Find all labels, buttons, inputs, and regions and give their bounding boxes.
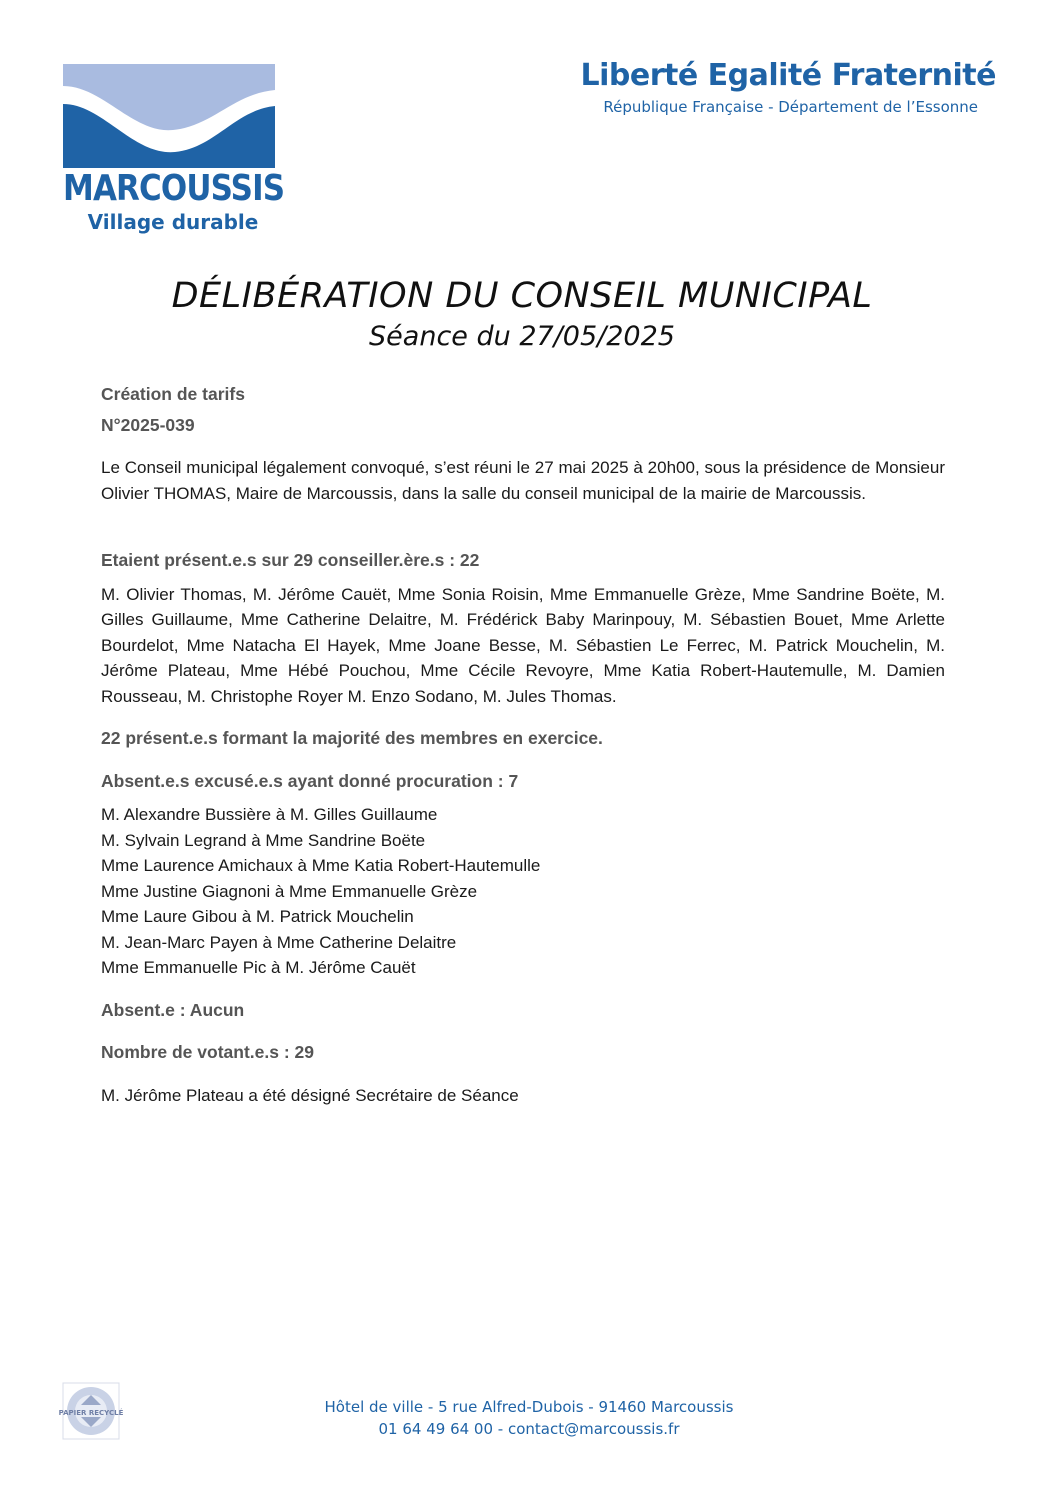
- present-list: M. Olivier Thomas, M. Jérôme Cauët, Mme Sonia Roisin, Mme Emmanuelle Grèze, Mme Sandrine Boëte, M. Gilles Guillaume, Mme Catherine Delaitre, M. Frédérick Baby Marinpouy, M. Sébastien Bouet, Mme Arlette Bourdelot, Mme Natacha El Hayek, Mme Joane Besse, M. Sébastien Le Ferrec, M. Patrick Mouchelin, M. Jérôme Plateau, Mme Hébé Pouchou, Mme Cécile Revoyre, Mme Katia Robert-Hautemulle, M. Damien Rousseau, M. Christophe Royer M. Enzo Sodano, M. Jules Thomas.: [101, 584, 945, 706]
- majority-statement: 22 présent.e.s formant la majorité des membres en exercice.: [101, 728, 603, 748]
- logo-tagline: Village durable: [87, 210, 259, 234]
- list-item: Mme Justine Giagnoni à Mme Emmanuelle Grèze: [101, 881, 478, 901]
- list-item: M. Alexandre Bussière à M. Gilles Guillaume: [101, 805, 438, 824]
- footer-address: Hôtel de ville - 5 rue Alfred-Dubois - 91460 Marcoussis: [324, 1398, 734, 1416]
- list-item: Mme Laurence Amichaux à Mme Katia Robert-Hautemulle: [101, 856, 541, 875]
- intro-paragraph: Le Conseil municipal légalement convoqué, s’est réuni le 27 mai 2025 à 20h00, sous la présidence de Monsieur Olivier THOMAS, Maire de Marcoussis, dans la salle du conseil municipal de la mairie de Marcoussis.: [101, 458, 945, 503]
- list-item: Mme Emmanuelle Pic à M. Jérôme Cauët: [101, 958, 416, 977]
- wave-logo-icon: [63, 64, 275, 168]
- motto: Liberté Egalité Fraternité: [580, 58, 996, 93]
- subject-heading: Création de tarifs: [101, 384, 245, 404]
- document-body: [101, 382, 945, 1108]
- present-heading: Etaient présent.e.s sur 29 conseiller.ère.s : 22: [101, 550, 480, 570]
- footer-contact: 01 64 49 64 00 - contact@marcoussis.fr: [378, 1420, 680, 1438]
- session-date: Séance du 27/05/2025: [369, 321, 675, 352]
- absent-statement: Absent.e : Aucun: [101, 999, 245, 1020]
- document-title: DÉLIBÉRATION DU CONSEIL MUNICIPAL: [171, 276, 873, 316]
- proxy-heading: Absent.e.s excusé.e.s ayant donné procuration : 7: [101, 770, 519, 791]
- marcoussis-logo: [63, 64, 285, 236]
- footer: [0, 1396, 1058, 1440]
- logo-name: MARCOUSSIS: [63, 168, 285, 209]
- list-item: M. Jean-Marc Payen à Mme Catherine Delaitre: [101, 932, 457, 952]
- deliberation-number: N°2025-039: [101, 414, 195, 435]
- recycle-label: PAPIER RECYCLÉ: [58, 1409, 124, 1417]
- motto-subtitle: République Française - Département de l’Essonne: [603, 98, 978, 116]
- voters-count: Nombre de votant.e.s : 29: [101, 1042, 314, 1062]
- list-item: M. Sylvain Legrand à Mme Sandrine Boëte: [101, 830, 426, 850]
- list-item: Mme Laure Gibou à M. Patrick Mouchelin: [101, 907, 414, 926]
- secretary-statement: M. Jérôme Plateau a été désigné Secrétaire de Séance: [101, 1085, 519, 1105]
- proxy-list: [101, 802, 945, 981]
